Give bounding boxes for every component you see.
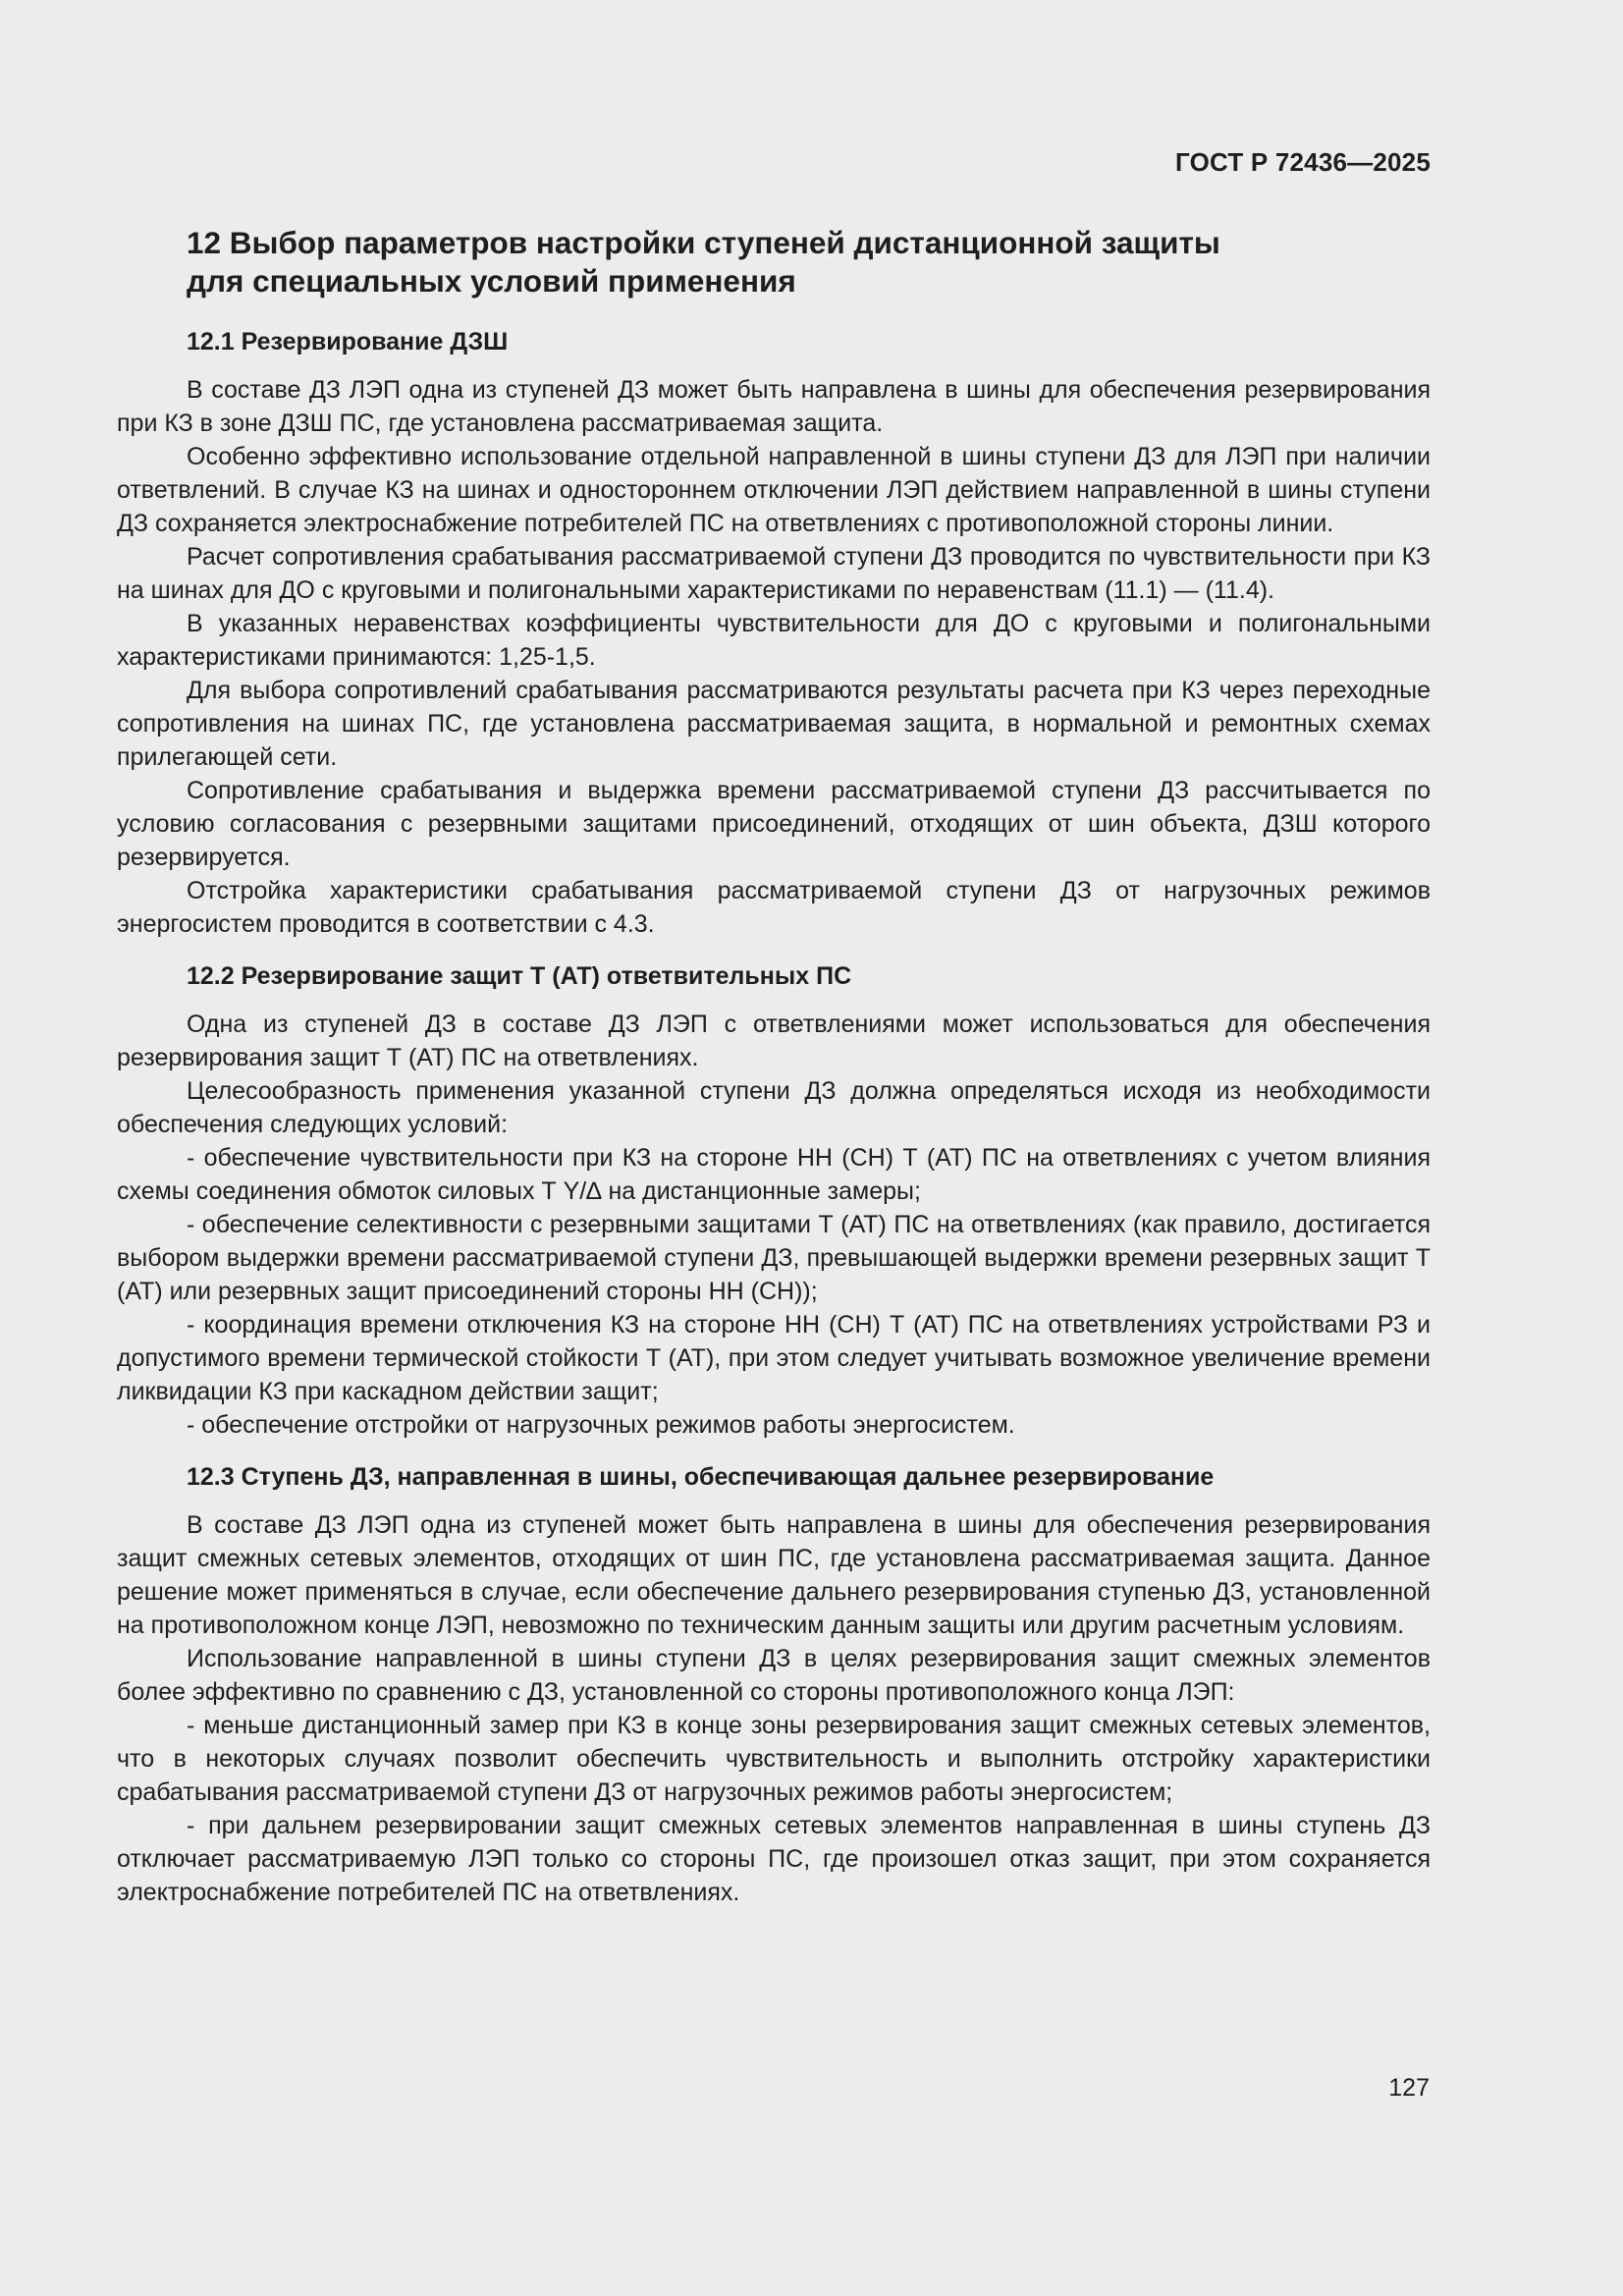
paragraph: В составе ДЗ ЛЭП одна из ступеней ДЗ может быть направлена в шины для обеспечения резервирования при КЗ в зоне ДЗШ ПС, где установлена рассматриваемая защита. (117, 376, 1431, 437)
paragraph: Расчет сопротивления срабатывания рассматриваемой ступени ДЗ проводится по чувствительности при КЗ на шинах для ДО с круговыми и полигональными характеристиками по неравенствам (11.1) — (11.4). (117, 543, 1431, 604)
page-number: 127 (1388, 2074, 1430, 2102)
page-content (117, 224, 1431, 1909)
paragraph: Одна из ступеней ДЗ в составе ДЗ ЛЭП с ответвлениями может использоваться для обеспечения резервирования защит Т (АТ) ПС на ответвлениях. (117, 1011, 1431, 1071)
paragraph: В составе ДЗ ЛЭП одна из ступеней может быть направлена в шины для обеспечения резервирования защит смежных сетевых элементов, отходящих от шин ПС, где установлена рассматриваемая защита. Данное решение может применяться в случае, если обеспечение дальнего резервирования ступенью ДЗ, установленной на противоположном конце ЛЭП, невозможно по техническим данным защиты или другим расчетным условиям. (117, 1511, 1431, 1639)
list-item: - координация времени отключения КЗ на стороне НН (СН) Т (АТ) ПС на ответвлениях устройствами РЗ и допустимого времени термической стойкости Т (АТ), при этом следует учитывать возможное увеличение времени ликвидации КЗ при каскадном действии защит; (117, 1311, 1431, 1405)
section-title-line2: для специальных условий применения (187, 263, 796, 299)
list-item: - обеспечение отстройки от нагрузочных режимов работы энергосистем. (187, 1411, 1015, 1439)
subsection-title: 12.3 Ступень ДЗ, направленная в шины, обеспечивающая дальнее резервирование (187, 1463, 1215, 1491)
subsection-12-3 (117, 1460, 1431, 1909)
section-title-line1: 12 Выбор параметров настройки ступеней дистанционной защиты (187, 225, 1220, 260)
document-code: ГОСТ Р 72436—2025 (1175, 147, 1431, 177)
paragraph: Особенно эффективно использование отдельной направленной в шины ступени ДЗ для ЛЭП при наличии ответвлений. В случае КЗ на шинах и одностороннем отключении ЛЭП действием направленной в шины ступени ДЗ сохраняется электроснабжение потребителей ПС на ответвлениях с противоположной стороны линии. (117, 443, 1431, 537)
subsection-12-2 (117, 959, 1431, 1442)
section-title (187, 224, 1431, 301)
list-item: - при дальнем резервировании защит смежных сетевых элементов направленная в шины ступень ДЗ отключает рассматриваемую ЛЭП только со стороны ПС, где произошел отказ защит, при этом сохраняется электроснабжение потребителей ПС на ответвлениях. (117, 1812, 1431, 1906)
list-item: - меньше дистанционный замер при КЗ в конце зоны резервирования защит смежных сетевых элементов, что в некоторых случаях позволит обеспечить чувствительность и выполнить отстройку характеристики срабатывания рассматриваемой ступени ДЗ от нагрузочных режимов работы энергосистем; (117, 1712, 1431, 1806)
list-item: - обеспечение чувствительности при КЗ на стороне НН (СН) Т (АТ) ПС на ответвлениях с учетом влияния схемы соединения обмоток силовых Т Y/∆ на дистанционные замеры; (117, 1144, 1431, 1205)
paragraph: Использование направленной в шины ступени ДЗ в целях резервирования защит смежных элементов более эффективно по сравнению с ДЗ, установленной со стороны противоположного конца ЛЭП: (117, 1645, 1431, 1706)
paragraph: Сопротивление срабатывания и выдержка времени рассматриваемой ступени ДЗ рассчитывается по условию согласования с резервными защитами присоединений, отходящих от шин объекта, ДЗШ которого резервируется. (117, 777, 1431, 871)
list-item: - обеспечение селективности с резервными защитами Т (АТ) ПС на ответвлениях (как правило, достигается выбором выдержки времени рассматриваемой ступени ДЗ, превышающей выдержки времени резервных защит Т (АТ) или резервных защит присоединений стороны НН (СН)); (117, 1211, 1431, 1305)
subsection-12-1 (117, 325, 1431, 941)
paragraph: Отстройка характеристики срабатывания рассматриваемой ступени ДЗ от нагрузочных режимов энергосистем проводится в соответствии с 4.3. (117, 877, 1431, 938)
subsection-title: 12.1 Резервирование ДЗШ (187, 328, 509, 355)
paragraph: Для выбора сопротивлений срабатывания рассматриваются результаты расчета при КЗ через переходные сопротивления на шинах ПС, где установлена рассматриваемая защита, в нормальной и ремонтных схемах прилегающей сети. (117, 677, 1431, 771)
subsection-title: 12.2 Резервирование защит Т (АТ) ответвительных ПС (187, 962, 852, 990)
paragraph: В указанных неравенствах коэффициенты чувствительности для ДО с круговыми и полигональными характеристиками принимаются: 1,25-1,5. (117, 610, 1431, 671)
paragraph: Целесообразность применения указанной ступени ДЗ должна определяться исходя из необходимости обеспечения следующих условий: (117, 1077, 1431, 1138)
